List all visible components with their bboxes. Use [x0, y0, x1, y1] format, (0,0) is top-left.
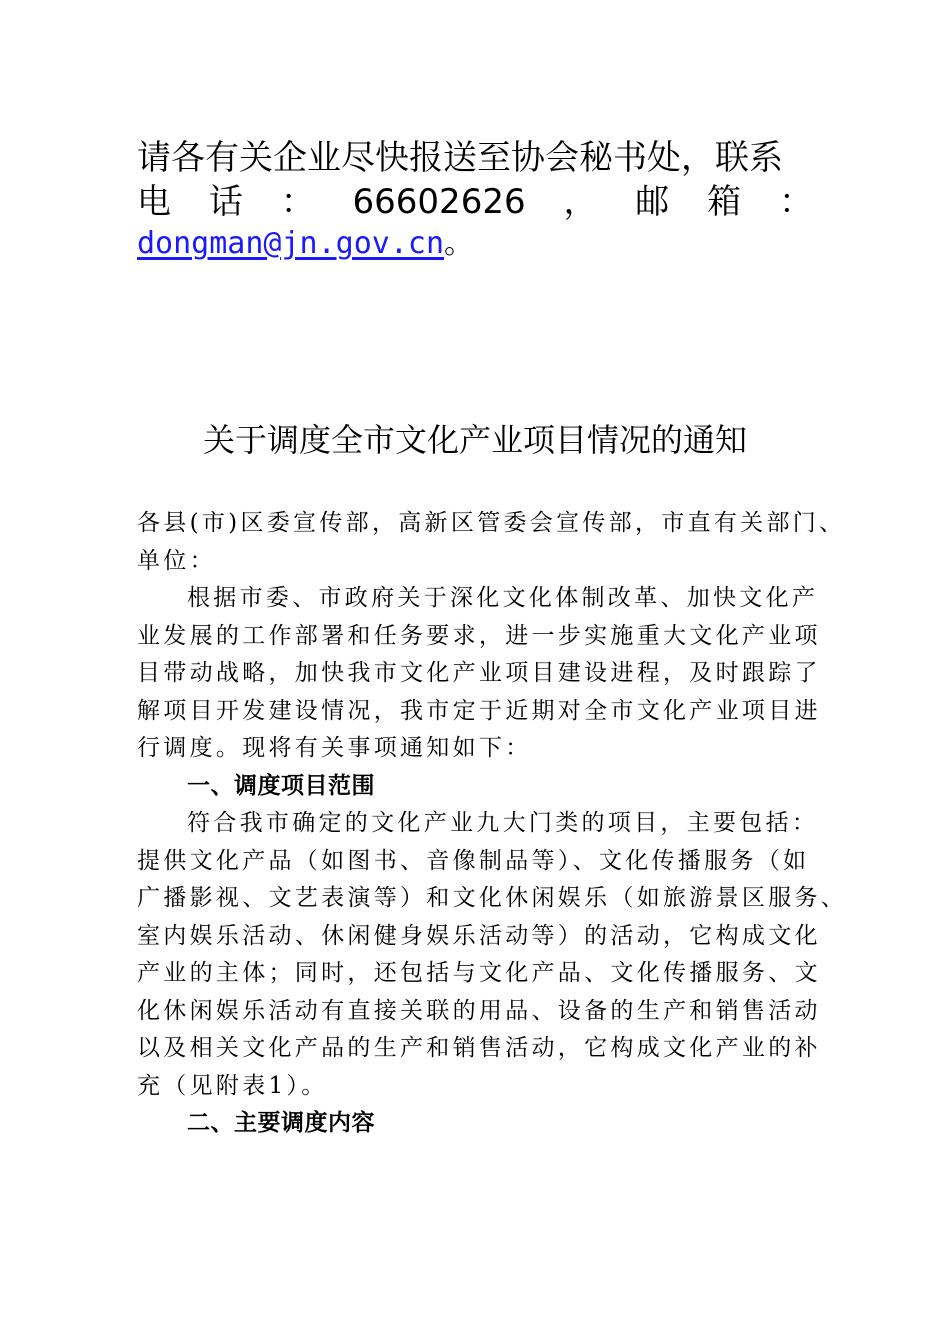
contact-email-colon: ： — [778, 182, 813, 222]
document-title: 关于调度全市文化产业项目情况的通知 — [202, 421, 747, 459]
email-suffix: 。 — [444, 226, 475, 261]
body-line: 提供文化产品（如图书、音像制品等）、文化传播服务（如 — [137, 847, 810, 874]
contact-phone-label-2: 话 — [208, 182, 243, 222]
contact-phone-colon: ： — [280, 182, 315, 222]
contact-line-3 — [137, 224, 813, 264]
contact-line-2 — [137, 182, 813, 222]
body-line: 以及相关文化产品的生产和销售活动，它构成文化产业的补 — [137, 1035, 821, 1061]
body-line: 符合我市确定的文化产业九大门类的项目，主要包括： — [187, 810, 819, 836]
body-line: 单位： — [137, 547, 216, 574]
contact-line-1: 请各有关企业尽快报送至协会秘书处，联系 — [137, 138, 783, 178]
contact-phone-label-1: 电 — [137, 182, 171, 222]
body-line: 目带动战略，加快我市文化产业项目建设进程，及时跟踪了 — [137, 660, 821, 686]
body-line: 各县(市)区委宣传部，高新区管委会宣传部，市直有关部门、 — [137, 510, 846, 536]
section-heading-1: 一、调度项目范围 — [187, 772, 375, 799]
body-line: 解项目开发建设情况，我市定于近期对全市文化产业项目进 — [137, 697, 821, 724]
document-body — [137, 505, 848, 1143]
email-link[interactable]: dongman@jn.gov.cn — [137, 226, 445, 261]
contact-comma: ， — [563, 182, 598, 222]
body-line: 广播影视、文艺表演等）和文化休闲娱乐（如旅游景区服务、 — [137, 885, 848, 911]
body-line: 行调度。现将有关事项通知如下： — [137, 735, 532, 761]
body-line: 化休闲娱乐活动有直接关联的用品、设备的生产和销售活动 — [137, 997, 821, 1024]
contact-email-label-2: 箱 — [707, 182, 742, 222]
body-line: 室内娱乐活动、休闲健身娱乐活动等）的活动，它构成文化 — [137, 922, 821, 949]
body-line: 产业的主体；同时，还包括与文化产品、文化传播服务、文 — [137, 960, 821, 986]
body-line: 根据市委、市政府关于深化文化体制改革、加快文化产 — [187, 585, 819, 611]
body-line: 充（见附表1）。 — [137, 1072, 328, 1099]
body-line: 业发展的工作部署和任务要求，进一步实施重大文化产业项 — [137, 622, 821, 649]
contact-email-label-1: 邮 — [635, 182, 670, 222]
contact-phone-number: 66602626 — [352, 182, 526, 222]
section-heading-2: 二、主要调度内容 — [187, 1110, 375, 1136]
